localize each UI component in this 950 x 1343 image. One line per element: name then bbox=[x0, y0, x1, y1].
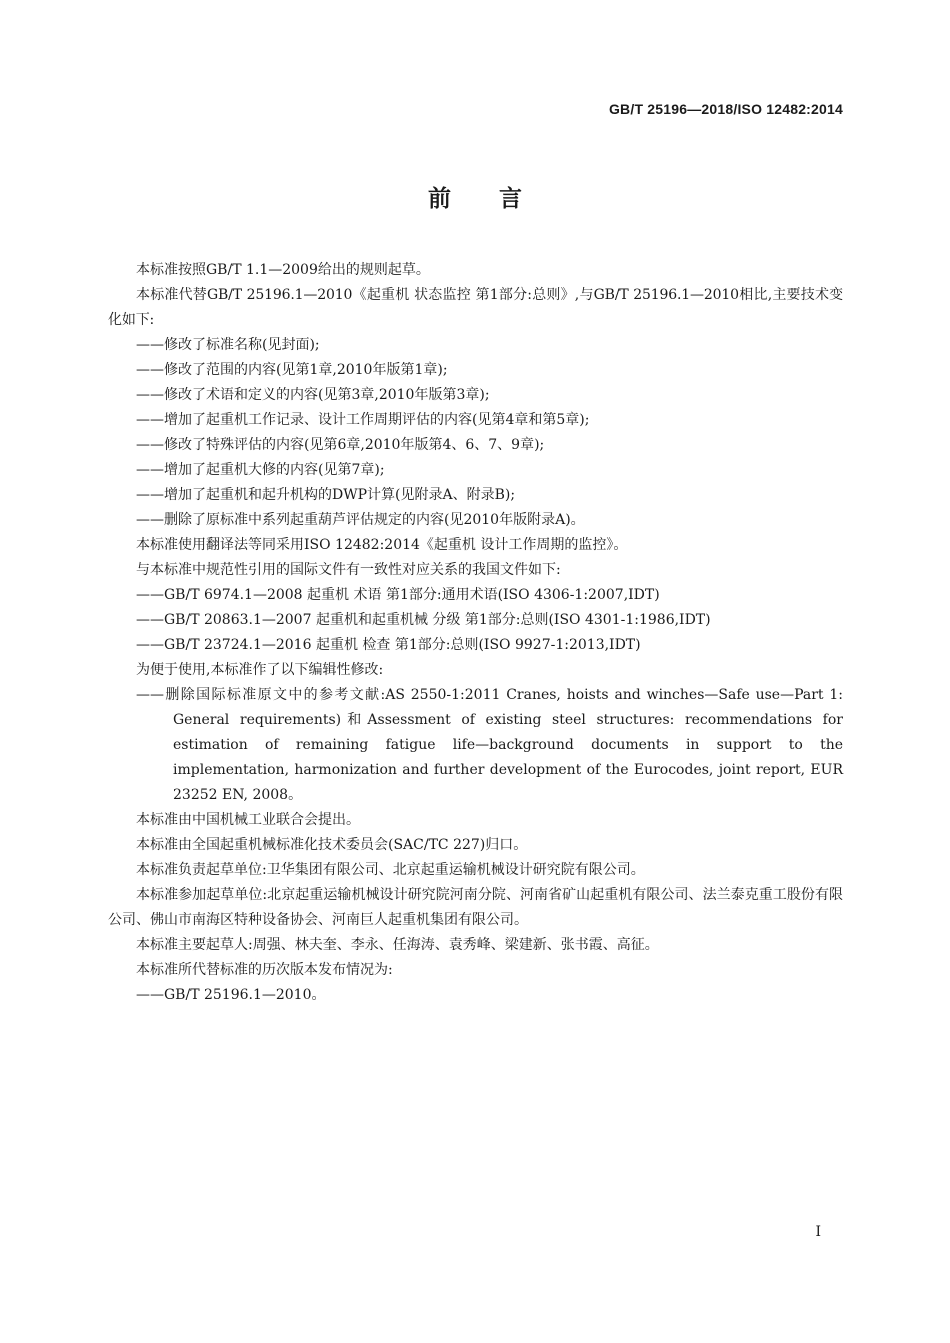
history-item: ——GB/T 25196.1—2010。 bbox=[136, 987, 326, 1003]
change-item: ——删除了原标准中系列起重葫芦评估规定的内容(见2010年版附录A)。 bbox=[136, 512, 585, 528]
change-item: ——增加了起重机工作记录、设计工作周期评估的内容(见第4章和第5章); bbox=[136, 412, 590, 428]
paragraph-committee: 本标准由全国起重机械标准化技术委员会(SAC/TC 227)归口。 bbox=[136, 837, 528, 853]
reference-item: ——GB/T 23724.1—2016 起重机 检查 第1部分:总则(ISO 9927-1:2013,IDT) bbox=[136, 637, 641, 653]
paragraph-replacement: 本标准代替GB/T 25196.1—2010《起重机 状态监控 第1部分:总则》,与GB/T 25196.1—2010相比,主要技术变化如下: bbox=[108, 287, 843, 328]
paragraph-proposer: 本标准由中国机械工业联合会提出。 bbox=[136, 812, 360, 828]
foreword-body bbox=[108, 258, 843, 1008]
page-title: 前言 bbox=[428, 186, 570, 212]
editorial-change-item: ——删除国际标准原文中的参考文献:AS 2550-1:2011 Cranes, hoists and winches—Safe use—Part 1: General requirements)和Assessment of existing steel structures: recommendations for estimation of remaining fatigue life—background documents in support to the implementation, harmonization and further development of the Eurocodes, joint report, EUR 23252 EN, 2008。 bbox=[136, 687, 843, 803]
paragraph-history-intro: 本标准所代替标准的历次版本发布情况为: bbox=[136, 962, 393, 978]
change-item: ——修改了标准名称(见封面); bbox=[136, 337, 320, 353]
change-item: ——修改了特殊评估的内容(见第6章,2010年版第4、6、7、9章); bbox=[136, 437, 545, 453]
paragraph-editorial-intro: 为便于使用,本标准作了以下编辑性修改: bbox=[136, 662, 384, 678]
change-item: ——修改了术语和定义的内容(见第3章,2010年版第3章); bbox=[136, 387, 490, 403]
standard-number-header: GB/T 25196—2018/ISO 12482:2014 bbox=[608, 101, 843, 117]
paragraph-drafters: 本标准主要起草人:周强、林夫奎、李永、任海涛、袁秀峰、梁建新、张书霞、高征。 bbox=[136, 937, 659, 953]
paragraph-drafting-rules: 本标准按照GB/T 1.1—2009给出的规则起草。 bbox=[136, 262, 430, 278]
change-item: ——增加了起重机和起升机构的DWP计算(见附录A、附录B); bbox=[136, 487, 516, 503]
reference-item: ——GB/T 20863.1—2007 起重机和起重机械 分级 第1部分:总则(ISO 4301-1:1986,IDT) bbox=[136, 612, 711, 628]
paragraph-participating-drafters: 本标准参加起草单位:北京起重运输机械设计研究院河南分院、河南省矿山起重机有限公司、法兰泰克重工股份有限公司、佛山市南海区特种设备协会、河南巨人起重机集团有限公司。 bbox=[108, 887, 843, 928]
change-item: ——增加了起重机大修的内容(见第7章); bbox=[136, 462, 385, 478]
page-number: I bbox=[815, 1224, 821, 1240]
paragraph-references-intro: 与本标准中规范性引用的国际文件有一致性对应关系的我国文件如下: bbox=[136, 562, 561, 578]
reference-item: ——GB/T 6974.1—2008 起重机 术语 第1部分:通用术语(ISO 4306-1:2007,IDT) bbox=[136, 587, 660, 603]
change-item: ——修改了范围的内容(见第1章,2010年版第1章); bbox=[136, 362, 448, 378]
paragraph-adoption: 本标准使用翻译法等同采用ISO 12482:2014《起重机 设计工作周期的监控》。 bbox=[136, 537, 628, 553]
paragraph-lead-drafters: 本标准负责起草单位:卫华集团有限公司、北京起重运输机械设计研究院有限公司。 bbox=[136, 862, 645, 878]
